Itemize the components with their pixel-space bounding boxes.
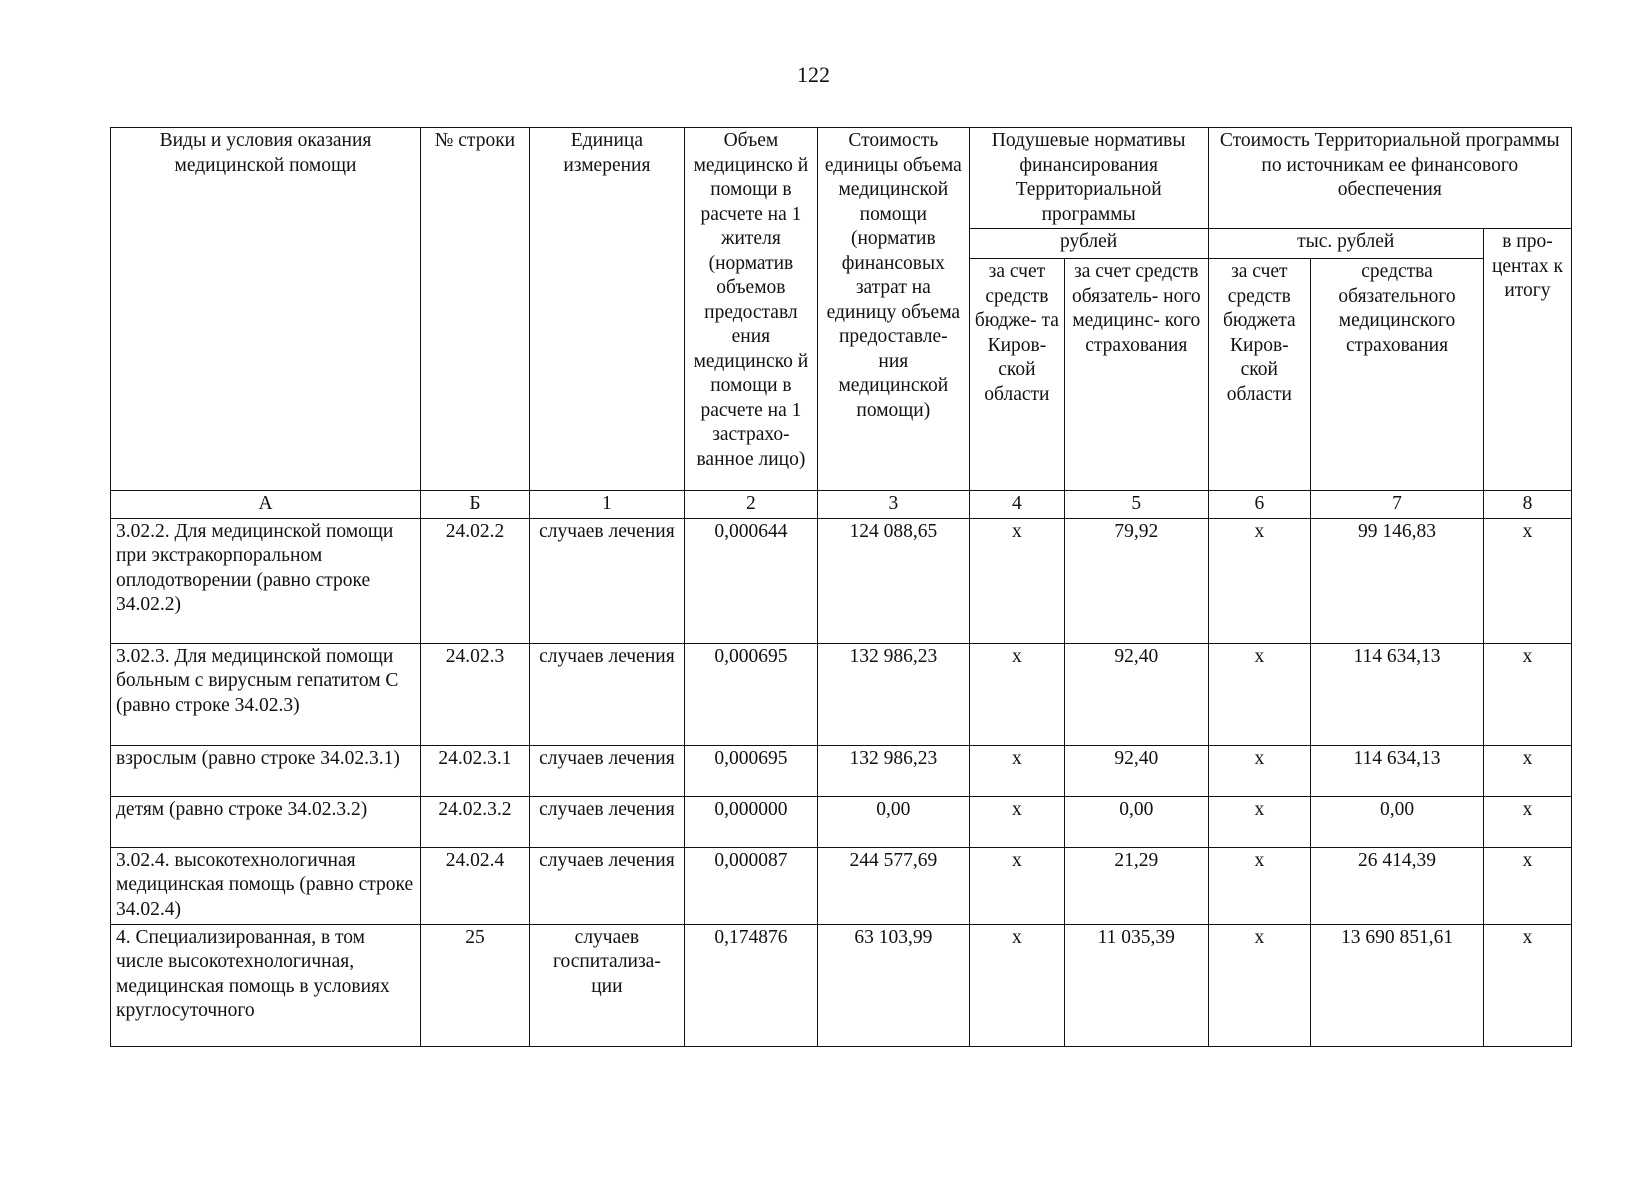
header-rub: рублей <box>969 229 1208 259</box>
header-col-a: Виды и условия оказания медицинской помощи <box>111 128 421 491</box>
row-name: 3.02.2. Для медицинской помощи при экстракорпоральном оплодотворении (равно строке 34.02.2) <box>111 518 421 643</box>
index-cell: А <box>111 491 421 519</box>
row-cost: 63 103,99 <box>817 924 969 1046</box>
row-c6: х <box>1208 518 1311 643</box>
row-c6: х <box>1208 796 1311 847</box>
row-line: 24.02.3 <box>421 643 530 745</box>
row-c4: х <box>969 796 1064 847</box>
header-col-3: Стоимость единицы объема медицинской помощи (норматив финансовых затрат на единицу объема предоставле- ния медицинской помощи) <box>817 128 969 491</box>
row-c8: х <box>1483 518 1571 643</box>
row-c8: х <box>1483 924 1571 1046</box>
row-c5: 92,40 <box>1065 643 1208 745</box>
index-cell: 1 <box>529 491 684 519</box>
row-c7: 99 146,83 <box>1311 518 1484 643</box>
row-volume: 0,174876 <box>684 924 817 1046</box>
index-cell: 8 <box>1483 491 1571 519</box>
index-cell: 5 <box>1065 491 1208 519</box>
table-row <box>111 924 1572 1046</box>
row-cost: 0,00 <box>817 796 969 847</box>
row-c4: х <box>969 518 1064 643</box>
table-row <box>111 745 1572 796</box>
row-c7: 114 634,13 <box>1311 643 1484 745</box>
row-line: 24.02.2 <box>421 518 530 643</box>
index-cell: 4 <box>969 491 1064 519</box>
row-c7: 13 690 851,61 <box>1311 924 1484 1046</box>
row-c8: х <box>1483 847 1571 924</box>
row-line: 24.02.4 <box>421 847 530 924</box>
row-line: 25 <box>421 924 530 1046</box>
row-line: 24.02.3.1 <box>421 745 530 796</box>
table-row <box>111 796 1572 847</box>
header-thous-rub: тыс. рублей <box>1208 229 1483 259</box>
row-c5: 79,92 <box>1065 518 1208 643</box>
index-cell: Б <box>421 491 530 519</box>
row-c7: 26 414,39 <box>1311 847 1484 924</box>
header-group-cost: Стоимость Территориальной программы по источникам ее финансового обеспечения <box>1208 128 1571 229</box>
row-unit: случаев лечения <box>529 643 684 745</box>
row-unit: случаев лечения <box>529 847 684 924</box>
row-name: 3.02.4. высокотехнологичная медицинская помощь (равно строке 34.02.4) <box>111 847 421 924</box>
row-volume: 0,000695 <box>684 643 817 745</box>
header-percent: в про- центах к итогу <box>1483 229 1571 491</box>
header-col-1: Единица измерения <box>529 128 684 491</box>
row-volume: 0,000087 <box>684 847 817 924</box>
header-col-2: Объем медицинско й помощи в расчете на 1 жителя (норматив объемов предоставл ения медицинско й помощи в расчете на 1 застрахо- ванное лицо) <box>684 128 817 491</box>
row-volume: 0,000695 <box>684 745 817 796</box>
row-unit: случаев лечения <box>529 796 684 847</box>
row-c4: х <box>969 924 1064 1046</box>
table-row <box>111 847 1572 924</box>
table-row <box>111 643 1572 745</box>
header-col-7: средства обязательного медицинского страхования <box>1311 259 1484 491</box>
row-cost: 124 088,65 <box>817 518 969 643</box>
row-name: 3.02.3. Для медицинской помощи больным с вирусным гепатитом С (равно строке 34.02.3) <box>111 643 421 745</box>
row-c6: х <box>1208 643 1311 745</box>
row-unit: случаев лечения <box>529 745 684 796</box>
row-c7: 114 634,13 <box>1311 745 1484 796</box>
row-c4: х <box>969 643 1064 745</box>
row-c5: 92,40 <box>1065 745 1208 796</box>
header-col-b: № строки <box>421 128 530 491</box>
header-row-1 <box>111 128 1572 229</box>
row-c8: х <box>1483 643 1571 745</box>
row-c7: 0,00 <box>1311 796 1484 847</box>
table-row <box>111 518 1572 643</box>
row-c8: х <box>1483 796 1571 847</box>
index-cell: 2 <box>684 491 817 519</box>
header-col-5: за счет средств обязатель- ного медицинс- кого страхования <box>1065 259 1208 491</box>
row-volume: 0,000644 <box>684 518 817 643</box>
row-c4: х <box>969 847 1064 924</box>
row-cost: 244 577,69 <box>817 847 969 924</box>
header-col-4: за счет средств бюдже- та Киров- ской области <box>969 259 1064 491</box>
row-c5: 11 035,39 <box>1065 924 1208 1046</box>
index-cell: 6 <box>1208 491 1311 519</box>
row-line: 24.02.3.2 <box>421 796 530 847</box>
header-group-per-capita: Подушевые нормативы финансирования Территориальной программы <box>969 128 1208 229</box>
index-cell: 7 <box>1311 491 1484 519</box>
row-unit: случаев лечения <box>529 518 684 643</box>
index-row <box>111 491 1572 519</box>
header-col-6: за счет средств бюджета Киров- ской области <box>1208 259 1311 491</box>
row-volume: 0,000000 <box>684 796 817 847</box>
row-name: взрослым (равно строке 34.02.3.1) <box>111 745 421 796</box>
row-c5: 0,00 <box>1065 796 1208 847</box>
index-cell: 3 <box>817 491 969 519</box>
program-cost-table <box>110 127 1572 1047</box>
row-c6: х <box>1208 745 1311 796</box>
row-name: 4. Специализированная, в том числе высокотехнологичная, медицинская помощь в условиях круглосуточного <box>111 924 421 1046</box>
row-c4: х <box>969 745 1064 796</box>
row-c6: х <box>1208 924 1311 1046</box>
row-cost: 132 986,23 <box>817 643 969 745</box>
row-c5: 21,29 <box>1065 847 1208 924</box>
row-name: детям (равно строке 34.02.3.2) <box>111 796 421 847</box>
row-c8: х <box>1483 745 1571 796</box>
row-cost: 132 986,23 <box>817 745 969 796</box>
row-c6: х <box>1208 847 1311 924</box>
page-number: 122 <box>797 62 830 87</box>
row-unit: случаев госпитализа- ции <box>529 924 684 1046</box>
